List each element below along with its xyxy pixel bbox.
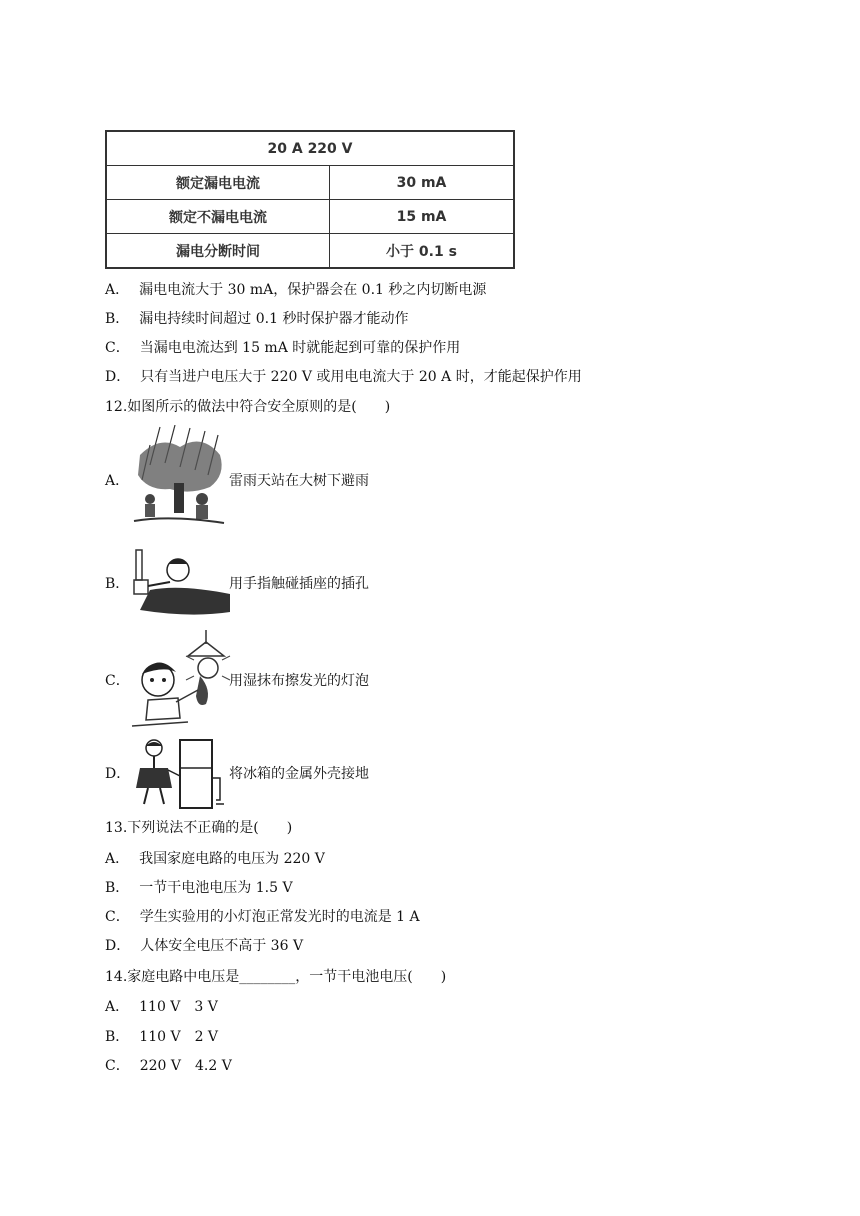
option-text: 人体安全电压不高于 36 V <box>140 938 304 954</box>
q11-option-c <box>105 338 460 358</box>
table-cell-label: 额定不漏电电流 <box>106 200 330 234</box>
q12-option-a-letter: A． <box>105 473 130 489</box>
table-row <box>106 166 514 200</box>
child-touching-socket-illustration <box>130 548 230 618</box>
q12-option-c-letter: C． <box>105 673 130 689</box>
q11-option-d <box>105 367 582 387</box>
option-text: 我国家庭电路的电压为 220 V <box>139 851 325 867</box>
option-text: 220 V 4.2 V <box>139 1058 232 1074</box>
q12-option-d-text: 将冰箱的金属外壳接地 <box>229 766 369 782</box>
option-text: 110 V 2 V <box>139 1029 219 1045</box>
child-wiping-bulb-illustration <box>128 630 232 730</box>
q12-option-a-text: 雷雨天站在大树下避雨 <box>229 473 369 489</box>
table-cell-value: 小于 0.1 s <box>330 234 515 269</box>
table-row <box>106 234 514 269</box>
q12-option-c-text: 用湿抹布擦发光的灯泡 <box>229 673 369 689</box>
q13-option-b <box>105 878 293 898</box>
option-text: 只有当进户电压大于 220 V 或用电电流大于 20 A 时，才能起保护作用 <box>140 369 582 385</box>
option-letter: D． <box>105 369 131 385</box>
option-text: 110 V 3 V <box>139 999 218 1015</box>
q14-option-c <box>105 1056 232 1076</box>
option-text: 漏电持续时间超过 0.1 秒时保护器才能动作 <box>139 311 409 327</box>
grounded-fridge-illustration <box>132 738 232 812</box>
q13-option-d <box>105 936 303 956</box>
option-letter: B． <box>105 880 130 896</box>
option-letter: B． <box>105 1029 130 1045</box>
q14-option-b <box>105 1027 218 1047</box>
option-text: 漏电电流大于 30 mA，保护器会在 0.1 秒之内切断电源 <box>139 282 487 298</box>
table-cell-label: 漏电分断时间 <box>106 234 330 269</box>
q13-option-a <box>105 849 325 869</box>
option-letter: A． <box>105 851 130 867</box>
q11-option-a <box>105 280 486 300</box>
option-letter: B． <box>105 311 130 327</box>
table-header-row <box>106 131 514 166</box>
table-cell-label: 额定漏电电流 <box>106 166 330 200</box>
option-text: 学生实验用的小灯泡正常发光时的电流是 1 A <box>139 909 420 925</box>
q11-option-b <box>105 309 408 329</box>
option-letter: C． <box>105 340 130 356</box>
q13-option-c <box>105 907 420 927</box>
spec-table <box>105 130 515 269</box>
table-cell-value: 15 mA <box>330 200 515 234</box>
option-text: 当漏电电流达到 15 mA 时就能起到可靠的保护作用 <box>139 340 461 356</box>
q12-option-d-letter: D． <box>105 766 131 782</box>
q14-option-a <box>105 997 218 1017</box>
q13-stem: 13.下列说法不正确的是( ) <box>105 820 293 836</box>
table-cell-value: 30 mA <box>330 166 515 200</box>
q14-stem: 14.家庭电路中电压是________，一节干电池电压( ) <box>105 969 447 985</box>
option-letter: C． <box>105 909 130 925</box>
option-letter: A． <box>105 282 130 298</box>
q12-stem: 12.如图所示的做法中符合安全原则的是( ) <box>105 399 391 415</box>
table-row <box>106 200 514 234</box>
q12-option-b-letter: B． <box>105 576 130 592</box>
table-header-cell: 20 A 220 V <box>106 131 514 166</box>
option-letter: A． <box>105 999 130 1015</box>
q12-option-b-text: 用手指触碰插座的插孔 <box>229 576 369 592</box>
tree-in-rain-illustration <box>130 425 228 529</box>
option-text: 一节干电池电压为 1.5 V <box>139 880 293 896</box>
option-letter: C． <box>105 1058 130 1074</box>
option-letter: D． <box>105 938 131 954</box>
